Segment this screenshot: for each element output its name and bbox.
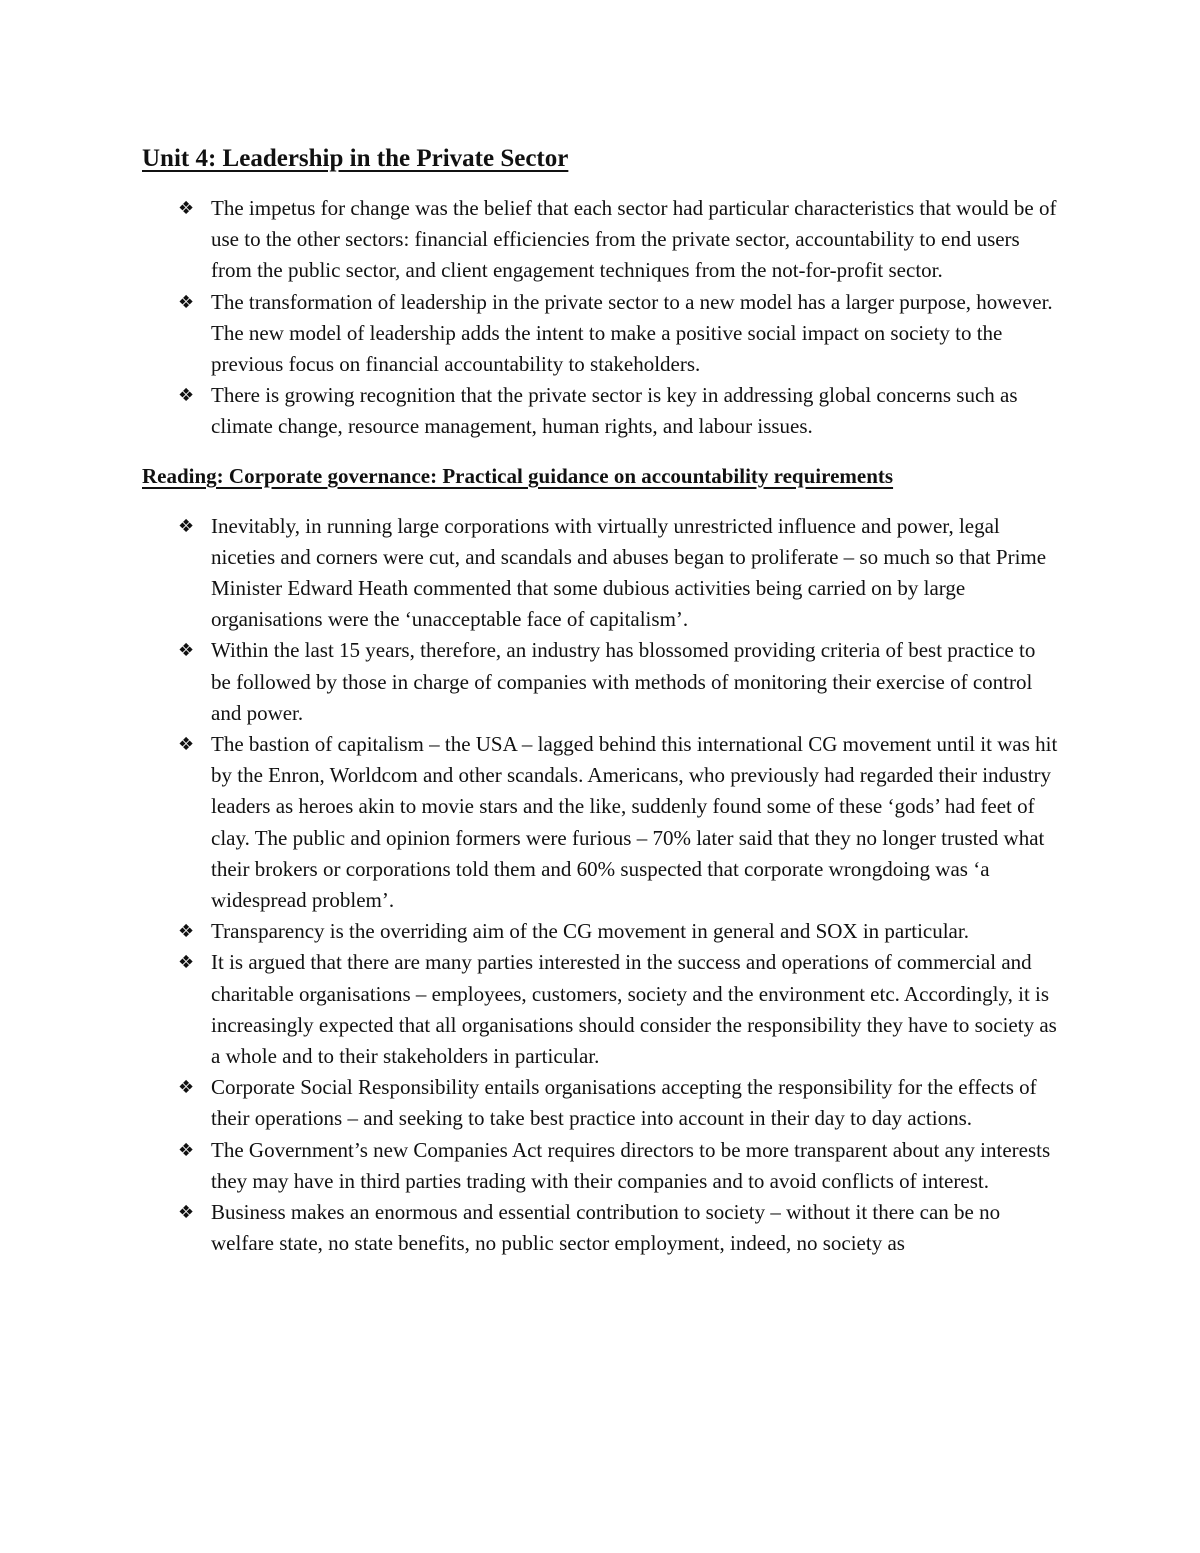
bullet-item xyxy=(142,1135,1060,1197)
bullet-item xyxy=(142,193,1060,287)
four-diamond-bullet-icon: ❖ xyxy=(178,1202,195,1224)
section1-bullet-list xyxy=(142,193,1060,443)
bullet-item xyxy=(142,287,1060,381)
reading-heading: Reading: Corporate governance: Practical guidance on accountability requirements xyxy=(142,463,894,488)
four-diamond-bullet-icon: ❖ xyxy=(178,1139,195,1161)
bullet-item xyxy=(142,947,1060,1072)
unit-title: Unit 4: Leadership in the Private Sector xyxy=(142,145,569,172)
four-diamond-bullet-icon: ❖ xyxy=(178,515,195,537)
four-diamond-bullet-icon: ❖ xyxy=(178,198,195,219)
bullet-text: The Government’s new Companies Act requires directors to be more transparent about any interests they may have in third parties trading with their companies and to avoid conflicts of interest. xyxy=(211,1137,1051,1193)
four-diamond-bullet-icon: ❖ xyxy=(178,291,195,313)
bullet-text: The transformation of leadership in the private sector to a new model has a larger purpose, however. The new model of leadership adds the intent to make a positive social impact on society to the previous focus on financial accountability to stakeholders. xyxy=(211,289,1053,377)
four-diamond-bullet-icon: ❖ xyxy=(178,640,195,662)
section2-bullet-list xyxy=(142,511,1060,1260)
bullet-text: The bastion of capitalism – the USA – lagged behind this international CG movement until it was hit by the Enron, Worldcom and other scandals. Americans, who previously had regarded their industry leaders as heroes akin to movie stars and the like, suddenly found some of these ‘gods’ had feet of clay. The public and opinion formers were furious – 70% later said that they no longer trusted what their brokers or corporations told them and 60% suspected that corporate wrongdoing was ‘a widespread problem’. xyxy=(211,732,1058,913)
bullet-item xyxy=(142,1072,1060,1134)
bullet-text: Within the last 15 years, therefore, an industry has blossomed providing criteria of best practice to be followed by those in charge of companies with methods of monitoring their exercise of control and power. xyxy=(211,638,1036,725)
four-diamond-bullet-icon: ❖ xyxy=(178,385,195,407)
four-diamond-bullet-icon: ❖ xyxy=(178,952,195,974)
bullet-item xyxy=(142,380,1060,442)
bullet-item xyxy=(142,635,1060,729)
bullet-text: It is argued that there are many parties interested in the success and operations of commercial and charitable organisations – employees, customers, society and the environment etc. Accordingly, it is increasingly expected that all organisations should consider the responsibility they have to society as a whole and to their stakeholders in particular. xyxy=(211,950,1057,1069)
bullet-text: Corporate Social Responsibility entails organisations accepting the responsibility for the effects of their operations – and seeking to take best practice into account in their day to day actions. xyxy=(211,1075,1037,1131)
bullet-text: Transparency is the overriding aim of the CG movement in general and SOX in particular. xyxy=(211,919,969,944)
bullet-item xyxy=(142,511,1060,636)
bullet-text: Inevitably, in running large corporations with virtually unrestricted influence and power, legal niceties and corners were cut, and scandals and abuses began to proliferate – so much so that Prime Minister Edward Heath commented that some dubious activities being carried on by large organisations were the ‘unacceptable face of capitalism’. xyxy=(211,513,1047,632)
four-diamond-bullet-icon: ❖ xyxy=(178,734,195,756)
bullet-text: There is growing recognition that the private sector is key in addressing global concerns such as climate change, resource management, human rights, and labour issues. xyxy=(211,383,1018,439)
bullet-item xyxy=(142,916,1060,947)
bullet-item xyxy=(142,1197,1060,1259)
four-diamond-bullet-icon: ❖ xyxy=(178,1077,195,1099)
bullet-text: The impetus for change was the belief that each sector had particular characteristics that would be of use to the other sectors: financial efficiencies from the private sector, accountability to end users from the public sector, and client engagement techniques from the not-for-profit sector. xyxy=(211,196,1057,283)
bullet-item xyxy=(142,729,1060,916)
four-diamond-bullet-icon: ❖ xyxy=(178,921,195,943)
bullet-text: Business makes an enormous and essential contribution to society – without it there can be no welfare state, no state benefits, no public sector employment, indeed, no society as xyxy=(211,1200,1001,1256)
